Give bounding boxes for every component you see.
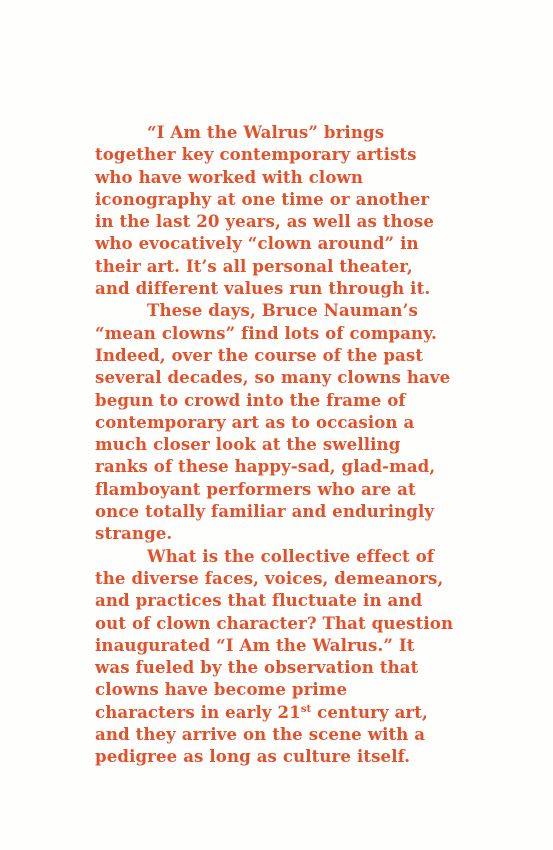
text-line: ranks of these happy-sad, glad-mad, (95, 456, 436, 477)
text-line: strange. (95, 523, 173, 544)
body-text (95, 121, 515, 768)
text-line: and they arrive on the scene with a (95, 724, 426, 745)
text-line: contemporary art as to occasion a (95, 411, 415, 432)
text-line: These days, Bruce Nauman’s (147, 300, 418, 321)
text-line: several decades, so many clowns have (95, 367, 451, 388)
text-line: pedigree as long as culture itself. (95, 746, 411, 767)
text-line: together key contemporary artists (95, 144, 417, 165)
paragraph-2 (95, 299, 515, 544)
paragraph-1 (95, 121, 515, 299)
line-text-after: century art, (311, 701, 428, 722)
text-line: clowns have become prime (95, 679, 348, 700)
text-line: was fueled by the observation that (95, 657, 419, 678)
text-line: “mean clowns” find lots of company. (95, 322, 437, 343)
text-line: What is the collective effect of (147, 545, 435, 566)
text-line: who evocatively “clown around” in (95, 233, 419, 254)
text-line: inaugurated “I Am the Walrus.” It (95, 634, 415, 655)
text-line: and practices that fluctuate in and (95, 590, 423, 611)
text-line: flamboyant performers who are at (95, 478, 416, 499)
text-line: their art. It’s all personal theater, (95, 255, 413, 276)
ordinal-superscript: st (300, 703, 312, 715)
text-line: who have worked with clown (95, 166, 364, 187)
text-line: much closer look at the swelling (95, 434, 401, 455)
line-text-before: characters in early 21 (95, 701, 301, 722)
text-line: begun to crowd into the frame of (95, 389, 406, 410)
text-line: Indeed, over the course of the past (95, 344, 424, 365)
text-line-with-superscript (95, 701, 515, 723)
text-line: iconography at one time or another (95, 188, 430, 209)
paragraph-3 (95, 545, 515, 768)
text-line: “I Am the Walrus” brings (147, 122, 385, 142)
text-line: and different values run through it. (95, 278, 431, 299)
text-line: in the last 20 years, as well as those (95, 211, 434, 232)
text-line: the diverse faces, voices, demeanors, (95, 567, 444, 588)
text-line: out of clown character? That question (95, 612, 454, 633)
text-line: once totally familiar and enduringly (95, 501, 435, 522)
